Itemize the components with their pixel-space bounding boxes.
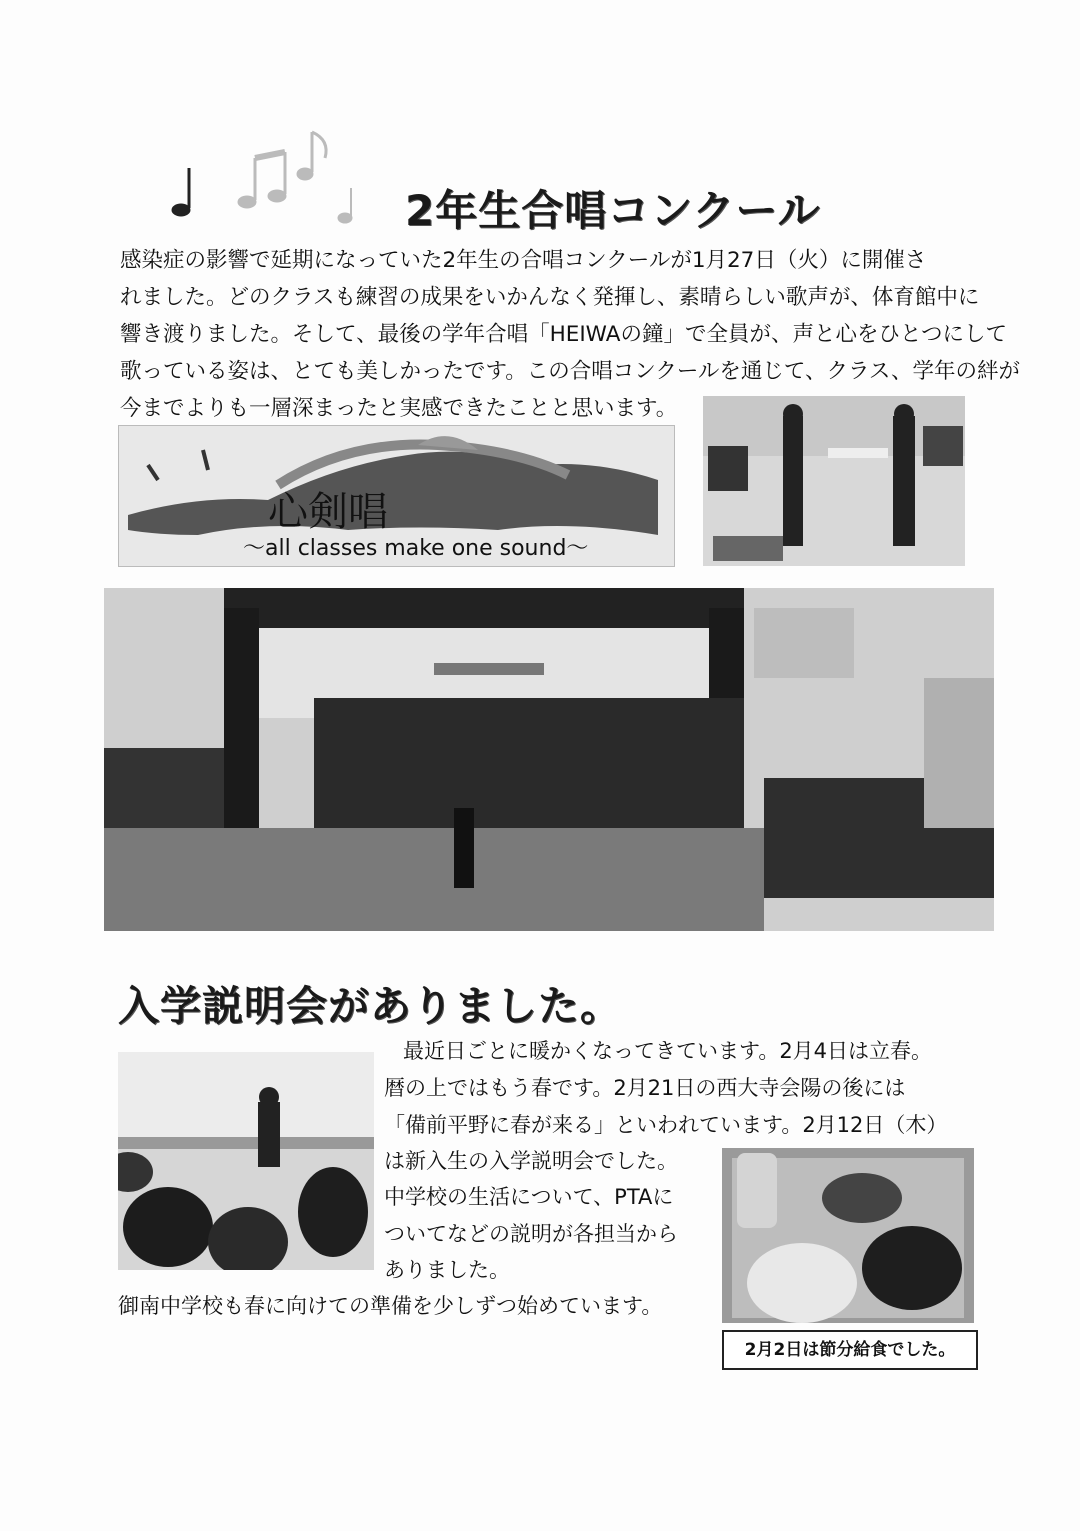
award-ceremony-photo [703,396,965,566]
page-title: 2年生合唱コンクール [405,186,821,235]
paragraph-line: 今までよりも一層深まったと実感できたことと思います。 [120,396,678,421]
paragraph-line: 中学校の生活について、PTAに [384,1185,674,1209]
paragraph-line: 歌っている姿は、とても美しかったです。この合唱コンクールを通じて、クラス、学年の絆が [120,359,1020,384]
banner-subtitle: 〜all classes make one sound〜 [243,536,589,561]
paragraph-line: 「備前平野に春が来る」といわれています。2月12日（木） [384,1113,948,1137]
paragraph-line: 暦の上ではもう春です。2月21日の西大寺会陽の後には [384,1076,906,1100]
section-title: 入学説明会がありました。 [118,982,622,1030]
banner-calligraphy: 心剣唱 [268,489,388,535]
paragraph-line: 最近日ごとに暖かくなってきています。2月4日は立春。 [403,1039,933,1063]
paragraph-line: ありました。 [384,1258,510,1282]
lunch-caption: 2月2日は節分給食でした。 [722,1330,978,1370]
lunch-photo [722,1148,974,1323]
banner-photo [118,425,675,567]
paragraph-line: ついてなどの説明が各担当から [384,1222,678,1246]
paragraph-line: れました。どのクラスも練習の成果をいかんなく発揮し、素晴らしい歌声が、体育館中に [120,285,980,310]
music-notes-icon [165,122,380,232]
paragraph-line: は新入生の入学説明会でした。 [384,1149,678,1173]
info-session-photo [118,1052,374,1270]
chorus-gym-photo [104,588,994,931]
paragraph-line: 響き渡りました。そして、最後の学年合唱「HEIWAの鐘」で全員が、声と心をひとつにして [120,322,1008,347]
paragraph-line: 御南中学校も春に向けての準備を少しずつ始めています。 [118,1294,663,1318]
paragraph-line: 感染症の影響で延期になっていた2年生の合唱コンクールが1月27日（火）に開催さ [120,248,927,273]
